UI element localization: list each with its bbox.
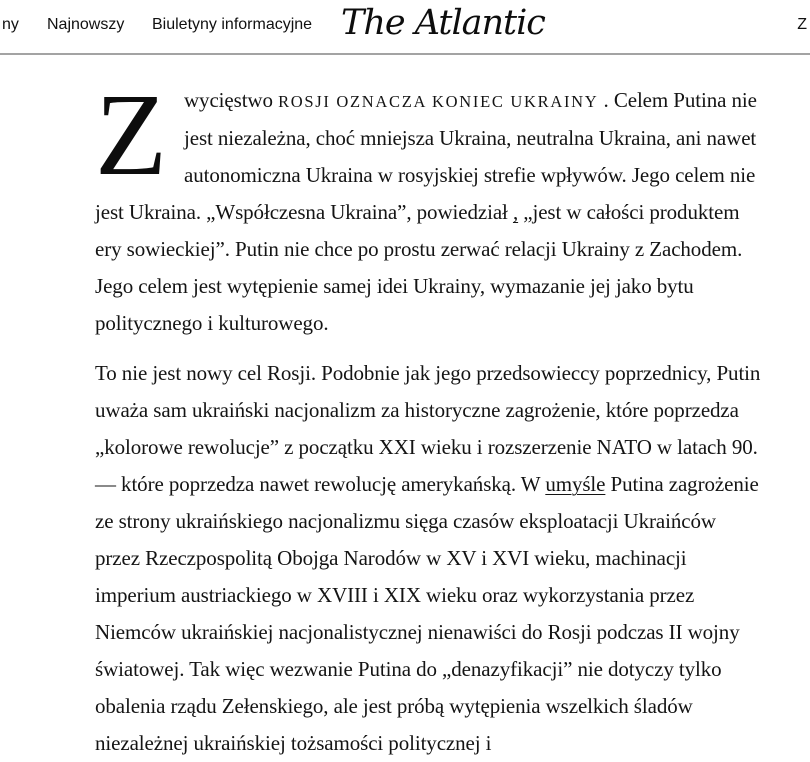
nav-item-partial-right[interactable]: Z <box>797 16 807 33</box>
article-body <box>0 55 810 762</box>
the-atlantic-logo[interactable]: The Atlantic <box>341 3 545 43</box>
paragraph <box>95 69 765 342</box>
text-segment: To nie jest nowy cel Rosji. Podobnie jak jego przedsowieccy poprzednicy, Putin uważa sam ukraiński nacjonalizm za historyczne zagrożenie, które poprzedza „kolorowe rewolucje” z początku XXI wieku i rozszerzenie NATO w latach 90. — które poprzedza nawet rewolucję amerykańską. W <box>95 361 761 496</box>
small-caps-lead: ROSJI OZNACZA KONIEC UKRAINY <box>278 92 599 111</box>
nav-item-newsletters[interactable]: Biuletyny informacyjne <box>152 16 313 33</box>
inline-link[interactable]: umyśle <box>545 472 606 496</box>
text-segment: wycięstwo <box>183 88 279 112</box>
text-segment: . Celem Putina nie jest niezależna, choć mniejsza Ukraina, neutralna Ukraina, ani nawet autonomiczna Ukraina w rosyjskiej strefie wpływów. Jego celem nie jest Ukraina. „Współczesna Ukraina”, powiedział <box>95 88 757 224</box>
paragraph <box>95 355 765 762</box>
text-segment: Putina zagrożenie ze strony ukraińskiego nacjonalizmu sięga czasów eksploatacji Ukraińców przez Rzeczpospolitą Obojga Narodów w XV i XVI wieku, machinacji imperium austriackiego w XVIII i XIX wieku oraz wykorzystania przez Niemców ukraińskiej nacjonalistycznej nienawiści do Rosji podczas II wojny światowej. Tak więc wezwanie Putina do „denazyfikacji” nie dotyczy tylko obalenia rządu Zełenskiego, ale jest próbą wytępienia wszelkich śladów niezależnej ukraińskiej tożsamości politycznej i <box>95 472 759 755</box>
nav-item-partial-left[interactable]: ny <box>2 16 19 33</box>
site-header <box>0 0 810 55</box>
inline-link[interactable]: , <box>512 200 519 224</box>
drop-cap: Z <box>95 69 167 200</box>
text-segment: „jest w całości produktem ery sowieckiej”. Putin nie chce po prostu zerwać relacji Ukrainy z Zachodem. Jego celem jest wytępienie samej idei Ukrainy, wymazanie jej jako bytu politycznego i kulturowego. <box>95 200 743 335</box>
nav-item-newest[interactable]: Najnowszy <box>47 16 125 33</box>
